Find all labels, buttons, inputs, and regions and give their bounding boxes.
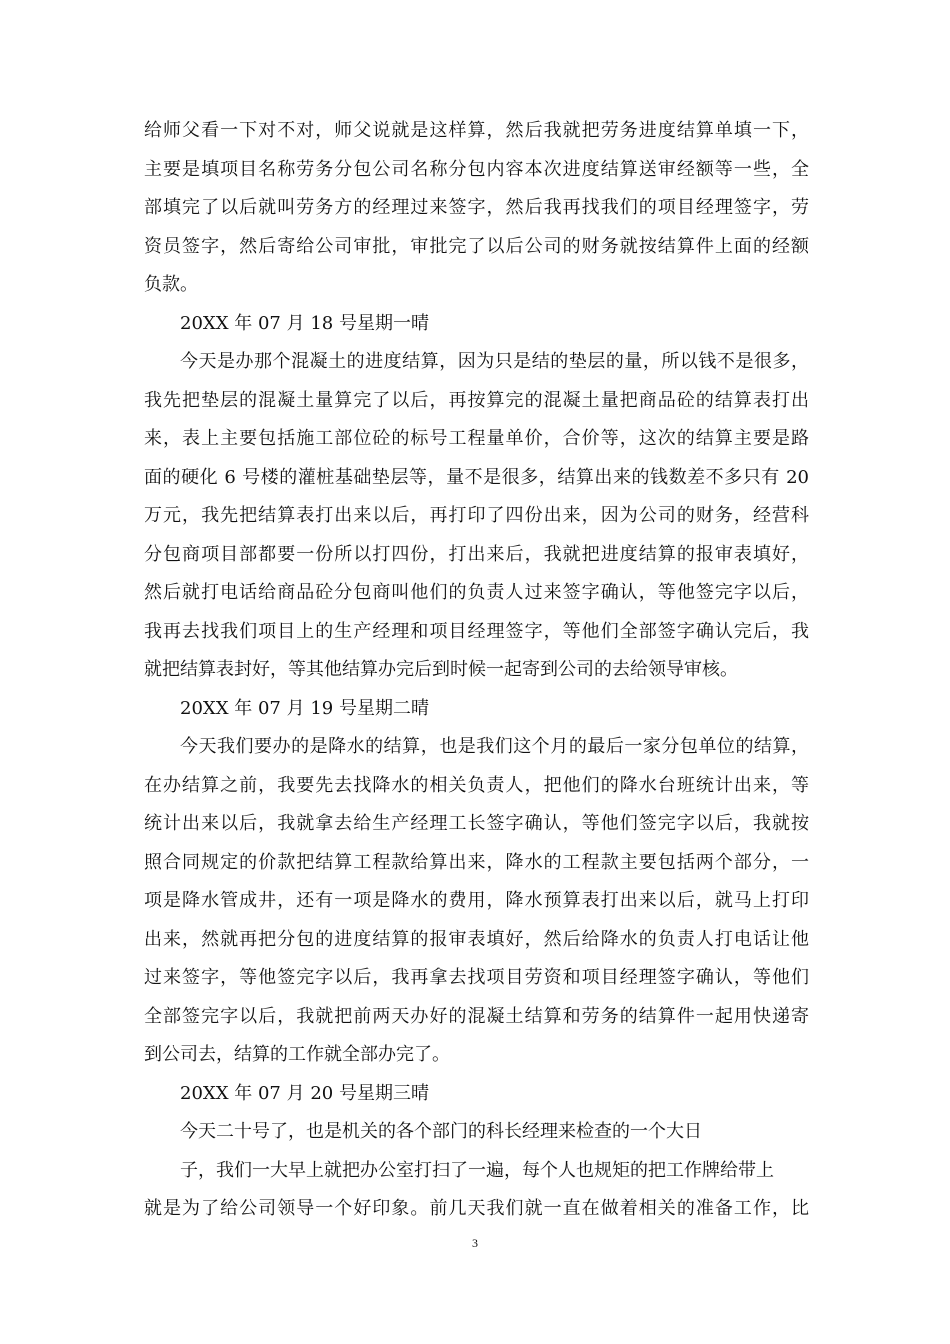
- text-line: 子，我们一大早上就把办公室打扫了一遍，每个人也规矩的把工作牌给带上: [180, 1159, 774, 1181]
- text-line: 给师父看一下对不对，师父说就是这样算，然后我就把劳务进度结算单填一下，: [144, 120, 809, 141]
- text-line: 资员签字，然后寄给公司审批，审批完了以后公司的财务就按结算件上面的经额: [144, 235, 809, 257]
- text-line: 部填完了以后就叫劳务方的经理过来签字，然后我再找我们的项目经理签字，劳: [144, 197, 809, 218]
- text-line: 我再去找我们项目上的生产经理和项目经理签字，等他们全部签字确认完后，我: [144, 620, 809, 642]
- text-line: 到公司去，结算的工作就全部办完了。: [144, 1044, 450, 1065]
- diary-date-heading: 20XX 年 07 月 20 号星期三晴: [180, 1082, 429, 1104]
- text-line: 我先把垫层的混凝土量算完了以后，再按算完的混凝土量把商品砼的结算表打出: [144, 389, 809, 411]
- text-line: 然后就打电话给商品砼分包商叫他们的负责人过来签字确认，等他签完字以后，: [144, 582, 809, 603]
- text-line: 过来签字，等他签完字以后，我再拿去找项目劳资和项目经理签字确认，等他们: [144, 967, 809, 988]
- text-line: 在办结算之前，我要先去找降水的相关负责人，把他们的降水台班统计出来，等: [144, 774, 809, 796]
- text-line: 面的硬化 6 号楼的灌桩基础垫层等，量不是很多，结算出来的钱数差不多只有 20: [144, 466, 809, 488]
- text-line: 来，表上主要包括施工部位砼的标号工程量单价，合价等，这次的结算主要是路: [144, 428, 809, 449]
- diary-date-heading: 20XX 年 07 月 18 号星期一晴: [180, 312, 429, 334]
- text-line: 主要是填项目名称劳务分包公司名称分包内容本次进度结算送审经额等一些，全: [144, 158, 809, 180]
- paragraph-first-line: 今天我们要办的是降水的结算，也是我们这个月的最后一家分包单位的结算，: [180, 736, 809, 757]
- text-line: 统计出来以后，我就拿去给生产经理工长签字确认，等他们签完字以后，我就按: [144, 813, 809, 834]
- text-line: 万元，我先把结算表打出来以后，再打印了四份出来，因为公司的财务，经营科: [144, 505, 809, 526]
- text-line: 全部签完字以后，我就把前两天办好的混凝土结算和劳务的结算件一起用快递寄: [144, 1005, 809, 1027]
- diary-date-heading: 20XX 年 07 月 19 号星期二晴: [180, 697, 429, 719]
- text-line: 出来，然就再把分包的进度结算的报审表填好，然后给降水的负责人打电话让他: [144, 928, 809, 950]
- text-line: 负款。: [144, 274, 198, 295]
- text-line: 分包商项目部都要一份所以打四份，打出来后，我就把进度结算的报审表填好，: [144, 543, 809, 565]
- text-line: 照合同规定的价款把结算工程款给算出来，降水的工程款主要包括两个部分，一: [144, 851, 809, 873]
- page-number: 3: [472, 1236, 478, 1250]
- text-line: 就把结算表封好，等其他结算办完后到时候一起寄到公司的去给领导审核。: [144, 659, 738, 680]
- paragraph-first-line: 今天二十号了，也是机关的各个部门的科长经理来检查的一个大日: [180, 1121, 702, 1142]
- paragraph-first-line: 今天是办那个混凝土的进度结算，因为只是结的垫层的量，所以钱不是很多，: [180, 351, 809, 372]
- text-line: 项是降水管成井，还有一项是降水的费用，降水预算表打出来以后，就马上打印: [144, 890, 809, 911]
- document-body: [144, 112, 809, 1229]
- text-line: 就是为了给公司领导一个好印象。前几天我们就一直在做着相关的准备工作，比: [144, 1198, 809, 1219]
